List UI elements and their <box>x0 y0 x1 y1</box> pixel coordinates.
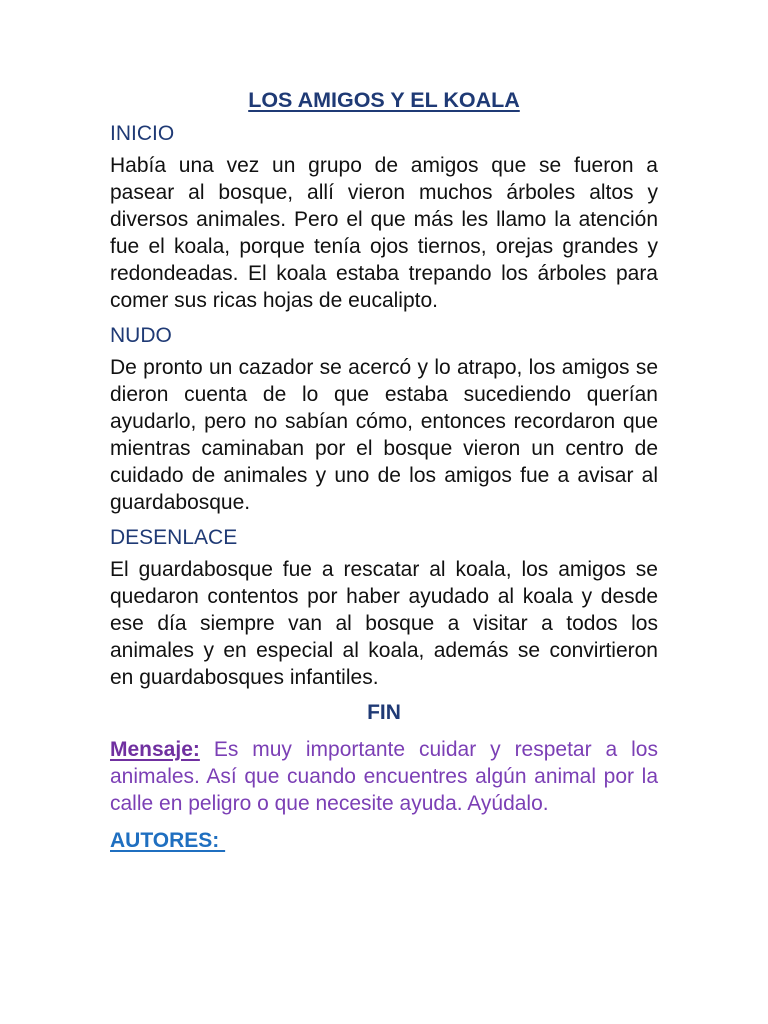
authors-label: AUTORES: <box>110 829 226 852</box>
section-text-nudo: De pronto un cazador se acercó y lo atrapo, los amigos se dieron cuenta de lo que estaba sucediendo querían ayudarlo, pero no sabían cómo, entonces recordaron que mientras caminaban por el bosque vieron un centro de cuidado de animales y uno de los amigos fue a avisar al guardabosque. <box>110 356 658 514</box>
message-text: Es muy importante cuidar y respetar a los animales. Así que cuando encuentres algún animal por la calle en peligro o que necesite ayuda. Ayúdalo. <box>110 738 658 815</box>
moral-message <box>110 736 658 817</box>
end-label: FIN <box>367 701 401 724</box>
document-title: LOS AMIGOS Y EL KOALA <box>248 88 520 112</box>
section-heading-nudo: NUDO <box>110 324 172 347</box>
section-text-desenlace: El guardabosque fue a rescatar al koala, los amigos se quedaron contentos por haber ayudado al koala y desde ese día siempre van al bosque a visitar a todos los animales y en especial al koala, además se convirtieron en guardabosques infantiles. <box>110 558 658 689</box>
section-text-inicio: Había una vez un grupo de amigos que se fueron a pasear al bosque, allí vieron muchos árboles altos y diversos animales. Pero el que más les llamo la atención fue el koala, porque tenía ojos tiernos, orejas grandes y redondeadas. El koala estaba trepando los árboles para comer sus ricas hojas de eucalipto. <box>110 154 658 312</box>
section-heading-desenlace: DESENLACE <box>110 526 238 549</box>
section-heading-inicio: INICIO <box>110 122 175 145</box>
message-label: Mensaje: <box>110 738 200 761</box>
document-page <box>110 86 658 854</box>
